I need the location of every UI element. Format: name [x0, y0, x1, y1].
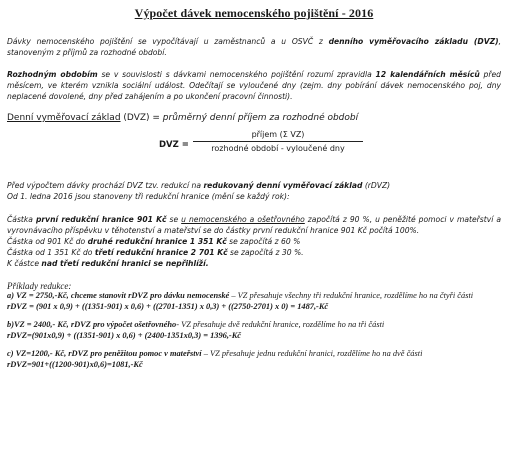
example-a-head: a) VZ = 2750,-Kč, chceme stanovit rDVZ pro dávku nemocenské	[7, 291, 230, 300]
example-a-desc: – VZ přesahuje všechny tři redukční hranice, rozdělíme ho na čtyři části	[229, 291, 474, 300]
period-text-4: před měsícem, ve kterém vznikla sociální událost. Odečítají se vyloučené dny (zejm. dny pobírání dávek nemocenského poj, dny neplacené dovolené, dny před zahájením a po ukončení pracovní činnosti).	[7, 70, 501, 101]
example-a	[7, 291, 501, 312]
reduction-paragraph	[7, 180, 501, 202]
threshold-third-term: třetí redukční hranice 2 701 Kč	[94, 248, 228, 257]
example-b-desc: - VZ přesahuje dvě redukční hranice, rozdělíme ho na tři části	[176, 320, 385, 329]
intro-dvz-term: denního vyměřovacího základu (DVZ)	[328, 37, 499, 46]
threshold-third-rate: se započítá z 30 %.	[227, 248, 304, 257]
period-term: Rozhodným obdobím	[7, 70, 98, 79]
example-c	[7, 349, 501, 370]
threshold-first-text-2: se	[166, 215, 182, 224]
dvz-abbr: (DVZ) =	[120, 113, 163, 123]
threshold-second-text: Částka od 901 Kč do	[7, 237, 88, 246]
intro-paragraph	[7, 36, 501, 58]
example-c-head: c) VZ=1200,- Kč, rDVZ pro peněžitou pomoc v mateřství	[7, 349, 202, 358]
page-title: Výpočet dávek nemocenského pojištění - 2016	[134, 6, 374, 20]
period-months: 12 kalendářních měsíců	[375, 70, 480, 79]
reduction-text-1: Před výpočtem dávky prochází DVZ tzv. redukcí na	[7, 181, 204, 190]
thresholds-block	[7, 214, 501, 269]
reduction-abbr: (rDVZ)	[362, 181, 391, 190]
threshold-over-text: K částce	[7, 259, 42, 268]
example-b	[7, 320, 501, 341]
dvz-term: Denní vyměřovací základ	[7, 113, 121, 123]
document-page	[7, 6, 501, 370]
formula-lhs: DVZ =	[159, 140, 189, 150]
example-b-head: b)VZ = 2400,- Kč, rDVZ pro výpočet ošetřovného	[7, 320, 177, 329]
formula-fraction	[193, 130, 363, 153]
threshold-first	[7, 214, 501, 236]
threshold-first-rest: započítá z 90 %, u peněžité pomoci v mateřství a vyrovnávacího příspěvku v těhotenství a mateřství se do částky první redukční hranice 901 Kč počítá 100%.	[7, 215, 502, 235]
example-c-desc: – VZ přesahuje jednu redukční hranici, rozdělíme ho na dvě části	[201, 349, 423, 358]
example-b-calc: rDVZ=(901x0,9) + ((1351-901) x 0,6) + (2400-1351x0,3) = 1396,-Kč	[7, 330, 242, 340]
threshold-first-term: první redukční hranice 901 Kč	[35, 215, 167, 224]
threshold-over-term: nad třetí redukční hranici se nepřihlíží.	[41, 259, 209, 268]
period-paragraph	[7, 69, 501, 102]
dvz-formula	[7, 130, 501, 164]
threshold-first-text: Částka	[7, 215, 36, 224]
threshold-second-term: druhé redukční hranice 1 351 Kč	[87, 237, 227, 246]
threshold-second	[7, 236, 501, 247]
intro-text-3: , stanoveným z příjmů za rozhodné období.	[7, 37, 501, 57]
threshold-second-rate: se započítá z 60 %	[226, 237, 301, 246]
example-a-calc: rDVZ = (901 x 0,9) + ((1351-901) x 0,6) + ((2701-1351) x 0,3) + ((2750-2701) x 0) = 1487,-Kč	[7, 301, 329, 311]
dvz-meaning: průměrný denní příjem za rozhodné období	[162, 113, 359, 123]
threshold-first-scope: u nemocenského a ošetřovného	[181, 215, 305, 224]
formula-denominator: rozhodné období - vyloučené dny	[211, 144, 345, 153]
threshold-third	[7, 247, 501, 258]
period-text-2: se v souvislosti s dávkami nemocenského pojištění rozumí zpravidla	[97, 70, 376, 79]
intro-text-1: Dávky nemocenského pojištění se vypočítávají u zaměstnanců a u OSVČ z	[7, 37, 329, 46]
dvz-definition	[7, 113, 501, 123]
threshold-third-text: Částka od 1 351 Kč do	[7, 248, 95, 257]
reduction-term: redukovaný denní vyměřovací základ	[203, 181, 363, 190]
example-c-calc: rDVZ=901+((1200-901)x0,6)=1081,-Kč	[7, 359, 143, 369]
reduction-line-2: Od 1. ledna 2016 jsou stanoveny tři redukční hranice (mění se každý rok):	[7, 192, 290, 201]
examples-heading: Příklady redukce:	[7, 281, 72, 291]
threshold-over	[7, 258, 501, 269]
formula-numerator: příjem (Σ VZ)	[193, 130, 363, 142]
